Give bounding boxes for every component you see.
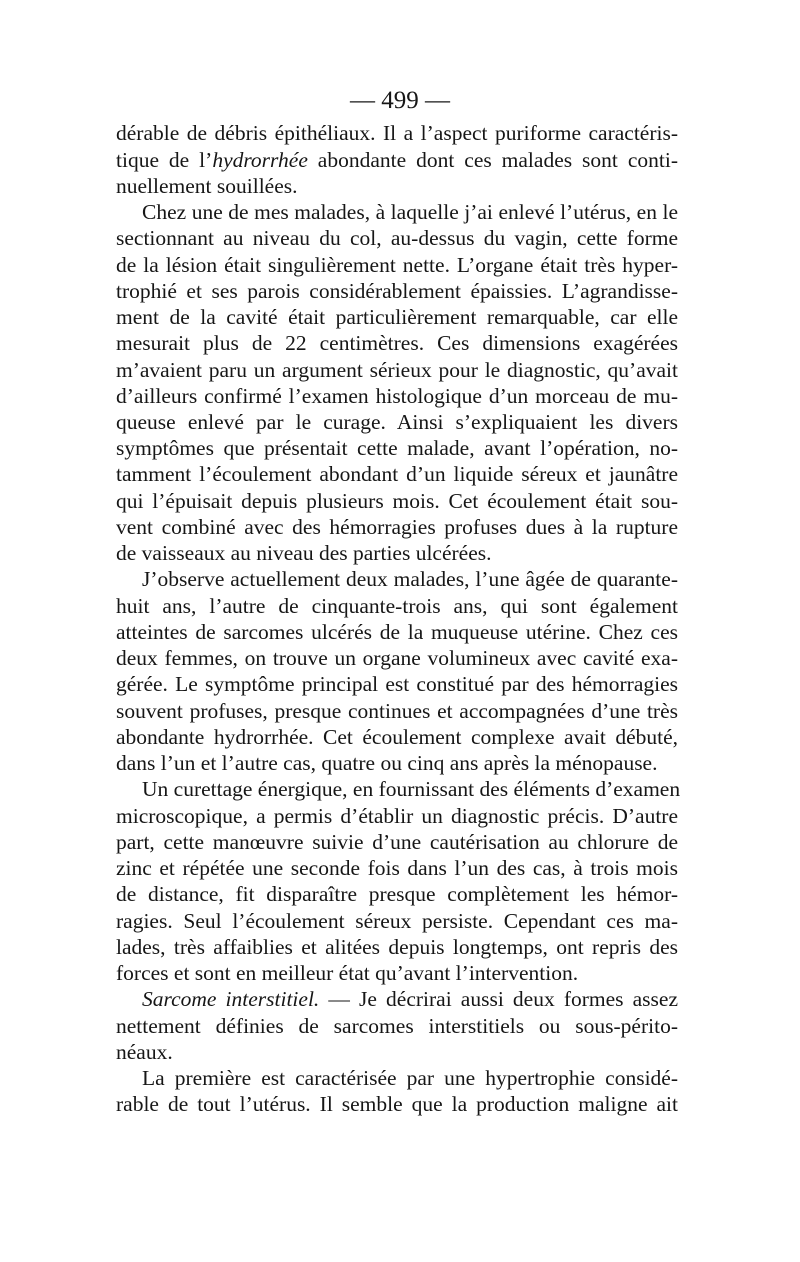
section-heading-line: Sarcome interstitiel. — Je décrirai aussi deux formes assez xyxy=(142,987,678,1011)
text-line: dérable de débris épithéliaux. Il a l’aspect puriforme caractéris- xyxy=(116,121,678,145)
paragraph-first-line: J’observe actuellement deux malades, l’une âgée de quarante- xyxy=(142,567,678,591)
text-line: sectionnant au niveau du col, au-dessus du vagin, cette forme xyxy=(116,226,678,250)
text-line: qui l’épuisait depuis plusieurs mois. Cet écoulement était sou- xyxy=(116,489,678,513)
paragraph-first-line: La première est caractérisée par une hypertrophie considé- xyxy=(142,1066,678,1090)
text-line: rable de tout l’utérus. Il semble que la production maligne ait xyxy=(116,1092,678,1116)
text-line: de distance, fit disparaître presque complètement les hémor- xyxy=(116,882,678,906)
text-line: nettement définies de sarcomes interstitiels ou sous-périto- xyxy=(116,1014,678,1038)
section-heading: Sarcome interstitiel. xyxy=(142,987,320,1011)
text-line: abondante hydrorrhée. Cet écoulement complexe avait débuté, xyxy=(116,725,678,749)
text-line: tamment l’écoulement abondant d’un liquide séreux et jaunâtre xyxy=(116,462,678,486)
text-line: part, cette manœuvre suivie d’une cautérisation au chlorure de xyxy=(116,830,678,854)
text-line: ragies. Seul l’écoulement séreux persiste. Cependant ces ma- xyxy=(116,909,678,933)
text-line: huit ans, l’autre de cinquante-trois ans, qui sont également xyxy=(116,594,678,618)
text-line: d’ailleurs confirmé l’examen histologique d’un morceau de mu- xyxy=(116,384,678,408)
text-line: queuse enlevé par le curage. Ainsi s’expliquaient les divers xyxy=(116,410,678,434)
text-line: ment de la cavité était particulièrement remarquable, car elle xyxy=(116,305,678,329)
text-line: de la lésion était singulièrement nette. L’organe était très hyper- xyxy=(116,253,678,277)
text-line: atteintes de sarcomes ulcérés de la muqueuse utérine. Chez ces xyxy=(116,620,678,644)
paragraph-first-line: Chez une de mes malades, à laquelle j’ai enlevé l’utérus, en le xyxy=(142,200,678,224)
paragraph-first-line: Un curettage énergique, en fournissant des éléments d’examen xyxy=(142,777,681,801)
text-line: forces et sont en meilleur état qu’avant l’intervention. xyxy=(116,961,579,985)
text-line: souvent profuses, presque continues et accompagnées d’une très xyxy=(116,699,678,723)
text-line: zinc et répétée une seconde fois dans l’un des cas, à trois mois xyxy=(116,856,678,880)
italic-term: hydrorrhée xyxy=(212,148,308,172)
text-line: symptômes que présentait cette malade, avant l’opération, no- xyxy=(116,436,678,460)
page-number: — 499 — xyxy=(350,87,450,114)
text-line: m’avaient paru un argument sérieux pour le diagnostic, qu’avait xyxy=(116,358,678,382)
text-line: tique de l’hydrorrhée abondante dont ces malades sont conti- xyxy=(116,148,678,172)
text-line: de vaisseaux au niveau des parties ulcérées. xyxy=(116,541,492,565)
text-line: trophié et ses parois considérablement épaissies. L’agrandisse- xyxy=(116,279,678,303)
text-line: mesurait plus de 22 centimètres. Ces dimensions exagérées xyxy=(116,331,678,355)
text-line: dans l’un et l’autre cas, quatre ou cinq ans après la ménopause. xyxy=(116,751,658,775)
text-line: gérée. Le symptôme principal est constitué par des hémorragies xyxy=(116,672,678,696)
text-line: néaux. xyxy=(116,1040,173,1064)
text-line: lades, très affaiblies et alitées depuis longtemps, ont repris des xyxy=(116,935,678,959)
text-line: vent combiné avec des hémorragies profuses dues à la rupture xyxy=(116,515,678,539)
text-line: microscopique, a permis d’établir un diagnostic précis. D’autre xyxy=(116,804,678,828)
text-line: nuellement souillées. xyxy=(116,174,298,198)
text-line: deux femmes, on trouve un organe volumineux avec cavité exa- xyxy=(116,646,678,670)
